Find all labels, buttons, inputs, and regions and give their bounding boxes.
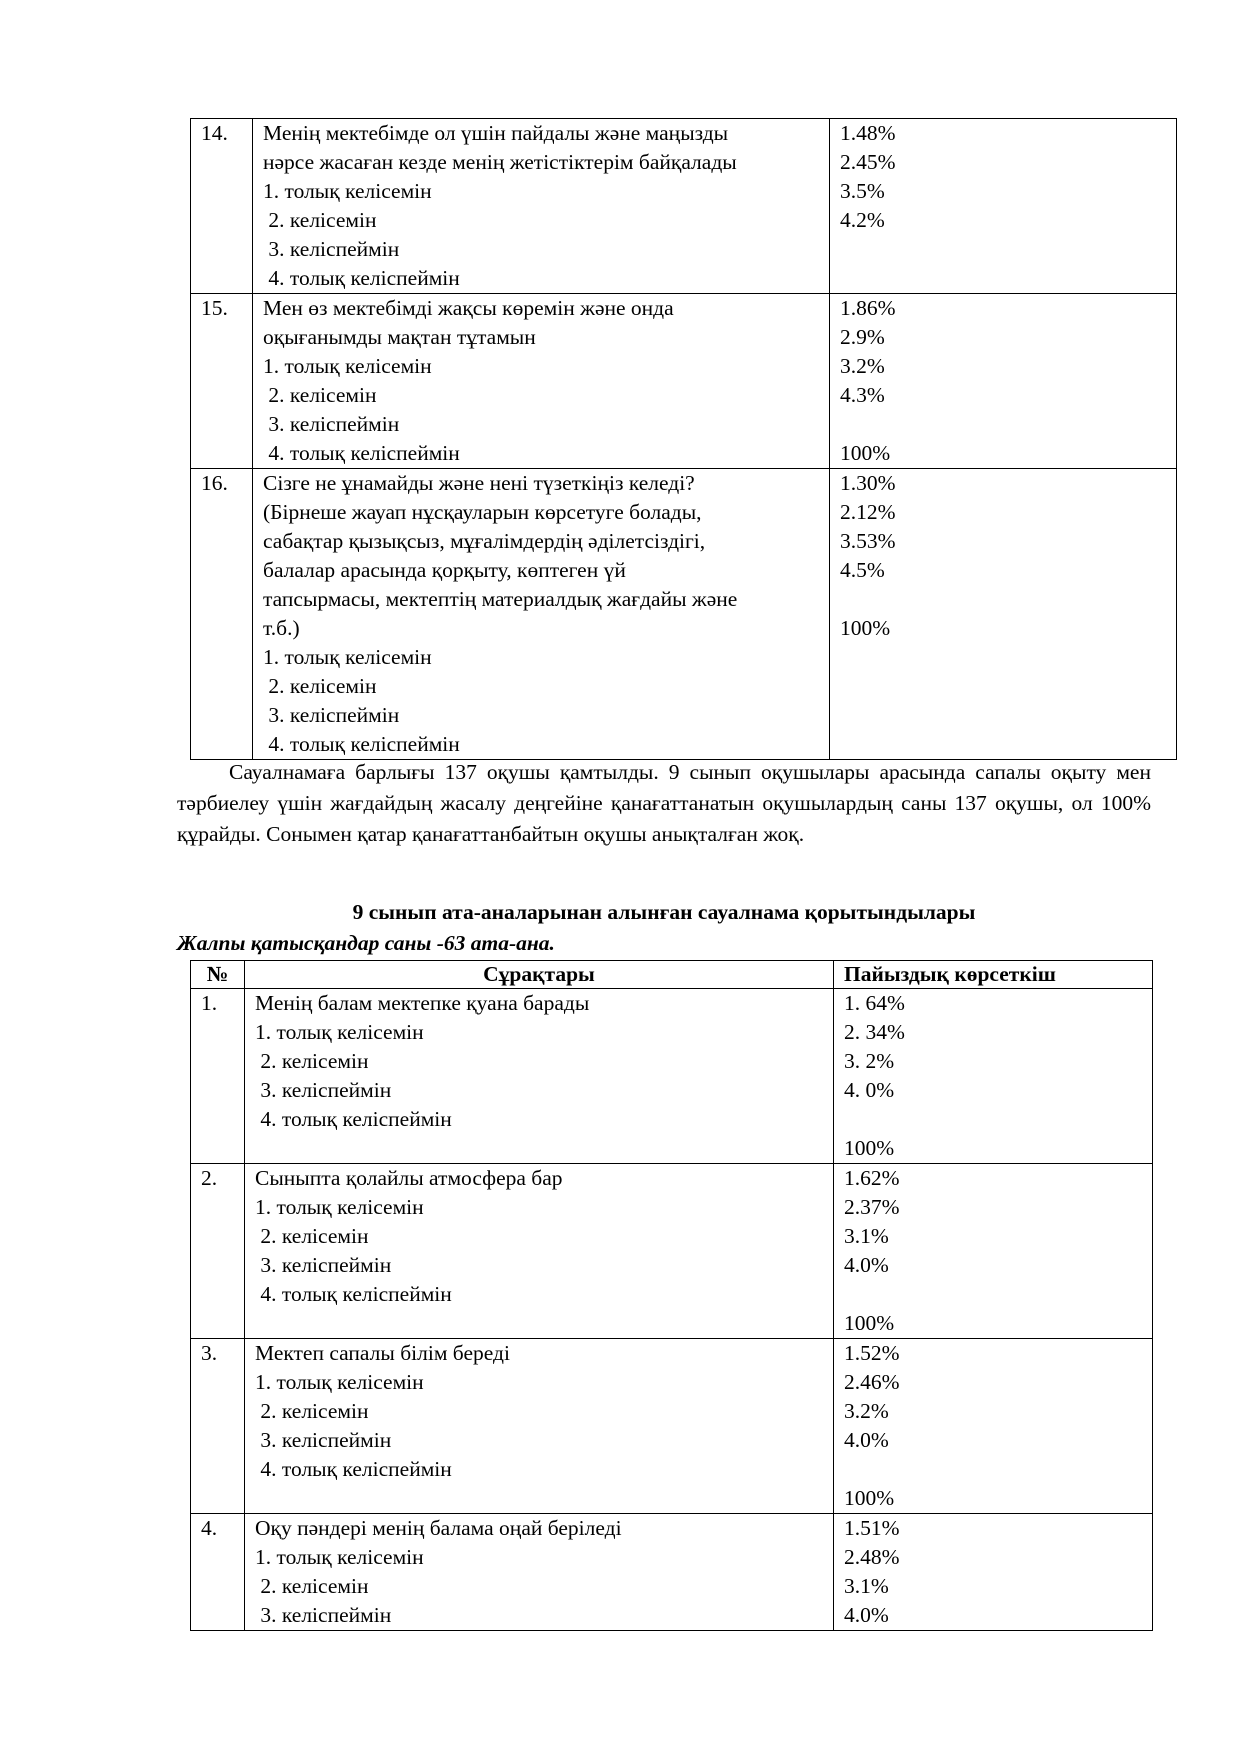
table-row xyxy=(191,989,1153,1164)
percent-value: 2.46% xyxy=(844,1370,900,1394)
percent-value: 100% xyxy=(844,1311,895,1335)
answer-option: 4. толық келіспеймін xyxy=(255,1457,452,1481)
percent-value: 100% xyxy=(844,1136,895,1160)
percent-value xyxy=(844,1280,1142,1309)
answer-option: 3. келіспеймін xyxy=(263,412,400,436)
answer-option: 2. келісемін xyxy=(263,208,377,232)
percent-value: 2. 34% xyxy=(844,1020,905,1044)
percent-value: 3.53% xyxy=(840,529,896,553)
answer-option: 2. келісемін xyxy=(255,1399,369,1423)
percent-value: 100% xyxy=(844,1486,895,1510)
answer-option: 4. толық келіспеймін xyxy=(263,266,460,290)
question-text: тапсырмасы, мектептің материалдық жағдайы және xyxy=(263,587,738,611)
question-text: Сізге не ұнамайды және нені түзеткіңіз келеді? xyxy=(263,471,695,495)
percent-value: 4. 0% xyxy=(844,1078,895,1102)
percent-value: 4.2% xyxy=(840,208,885,232)
percent-value: 4.3% xyxy=(840,383,885,407)
answer-option: 1. толық келісемін xyxy=(255,1020,424,1044)
table-row xyxy=(191,1164,1153,1339)
percent-value xyxy=(840,410,1166,439)
question-cell xyxy=(245,989,834,1164)
percent-value: 100% xyxy=(840,441,891,465)
question-text: Оқу пәндері менің балама оңай беріледі xyxy=(255,1516,622,1540)
percent-cell xyxy=(834,1339,1153,1514)
answer-option: 3. келіспеймін xyxy=(255,1603,392,1627)
percent-value xyxy=(844,1105,1142,1134)
answer-option: 3. келіспеймін xyxy=(255,1253,392,1277)
percent-value: 100% xyxy=(840,616,891,640)
percent-value: 1.48% xyxy=(840,121,896,145)
answer-option: 1. толық келісемін xyxy=(263,354,432,378)
percent-value: 2.9% xyxy=(840,325,885,349)
question-text: Менің мектебімде ол үшін пайдалы және маңызды xyxy=(263,121,729,145)
percent-value: 1.51% xyxy=(844,1516,900,1540)
question-cell xyxy=(253,119,830,294)
percent-value: 2.12% xyxy=(840,500,896,524)
percent-value xyxy=(840,235,1166,264)
percent-value: 3.1% xyxy=(844,1574,889,1598)
header-questions: Сұрақтары xyxy=(245,961,834,989)
percent-value: 3. 2% xyxy=(844,1049,895,1073)
percent-value: 4.0% xyxy=(844,1603,889,1627)
percent-value: 1.86% xyxy=(840,296,896,320)
summary-paragraph: Сауалнамаға барлығы 137 оқушы қамтылды. 9 сынып оқушылары арасында сапалы оқыту мен тәрбиелеу үшін жағдайдың жасалу деңгейіне қанағаттанатын оқушылардың саны 137 оқушы, ол 100% құрайды. Сонымен қатар қанағаттанбайтын оқушы анықталған жоқ. xyxy=(177,760,1151,846)
question-number: 14. xyxy=(191,119,253,294)
percent-value: 1.30% xyxy=(840,471,896,495)
percent-value: 4.0% xyxy=(844,1253,889,1277)
parent-survey-table xyxy=(190,960,1153,1631)
answer-option: 2. келісемін xyxy=(255,1224,369,1248)
answer-option: 4. толық келіспеймін xyxy=(263,732,460,756)
question-text: оқығанымды мақтан тұтамын xyxy=(263,325,536,349)
percent-value xyxy=(840,585,1166,614)
table-row xyxy=(191,469,1177,760)
question-text: Менің балам мектепке қуана барады xyxy=(255,991,590,1015)
table-row xyxy=(191,119,1177,294)
question-text: (Бірнеше жауап нұсқауларын көрсетуге болады, xyxy=(263,500,702,524)
percent-value: 2.45% xyxy=(840,150,896,174)
question-cell xyxy=(245,1339,834,1514)
answer-option: 4. толық келіспеймін xyxy=(255,1282,452,1306)
percent-cell xyxy=(830,294,1177,469)
answer-option: 1. толық келісемін xyxy=(263,645,432,669)
percent-value: 1. 64% xyxy=(844,991,905,1015)
answer-option: 1. толық келісемін xyxy=(263,179,432,203)
answer-option: 3. келіспеймін xyxy=(255,1428,392,1452)
question-text: нәрсе жасаған кезде менің жетістіктерім байқалады xyxy=(263,150,737,174)
student-survey-table xyxy=(190,118,1177,760)
percent-value: 1.52% xyxy=(844,1341,900,1365)
percent-value: 2.37% xyxy=(844,1195,900,1219)
question-text: сабақтар қызықсыз, мұғалімдердің әділетсіздігі, xyxy=(263,529,706,553)
question-number: 16. xyxy=(191,469,253,760)
parents-survey-heading: 9 сынып ата-аналарынан алынған сауалнама қорытындылары xyxy=(352,900,976,924)
question-cell xyxy=(253,294,830,469)
percent-value: 3.1% xyxy=(844,1224,889,1248)
question-text: Мен өз мектебімді жақсы көремін және онда xyxy=(263,296,674,320)
answer-option: 2. келісемін xyxy=(263,674,377,698)
percent-cell xyxy=(834,989,1153,1164)
answer-option: 1. толық келісемін xyxy=(255,1370,424,1394)
percent-value: 2.48% xyxy=(844,1545,900,1569)
percent-value xyxy=(844,1455,1142,1484)
question-text: балалар арасында қорқыту, көптеген үй xyxy=(263,558,626,582)
answer-option: 2. келісемін xyxy=(255,1574,369,1598)
question-number: 3. xyxy=(191,1339,245,1514)
table-row xyxy=(191,294,1177,469)
question-cell xyxy=(245,1514,834,1631)
answer-option: 1. толық келісемін xyxy=(255,1195,424,1219)
question-cell xyxy=(245,1164,834,1339)
answer-option: 3. келіспеймін xyxy=(255,1078,392,1102)
answer-option: 3. келіспеймін xyxy=(263,237,400,261)
question-number: 4. xyxy=(191,1514,245,1631)
header-percent: Пайыздық көрсеткіш xyxy=(834,961,1153,989)
answer-option: 2. келісемін xyxy=(263,383,377,407)
question-number: 15. xyxy=(191,294,253,469)
percent-cell xyxy=(834,1514,1153,1631)
percent-value: 4.5% xyxy=(840,558,885,582)
header-number: № xyxy=(191,961,245,989)
percent-value: 3.5% xyxy=(840,179,885,203)
percent-value: 4.0% xyxy=(844,1428,889,1452)
question-text: Сыныпта қолайлы атмосфера бар xyxy=(255,1166,563,1190)
percent-value: 1.62% xyxy=(844,1166,900,1190)
question-text: т.б.) xyxy=(263,616,300,640)
table-row xyxy=(191,1339,1153,1514)
participants-count: Жалпы қатысқандар саны -63 ата-ана. xyxy=(177,931,555,955)
answer-option: 2. келісемін xyxy=(255,1049,369,1073)
table-header-row xyxy=(191,961,1153,989)
percent-cell xyxy=(830,119,1177,294)
table-row xyxy=(191,1514,1153,1631)
answer-option: 1. толық келісемін xyxy=(255,1545,424,1569)
answer-option: 3. келіспеймін xyxy=(263,703,400,727)
answer-option: 4. толық келіспеймін xyxy=(255,1107,452,1131)
question-number: 1. xyxy=(191,989,245,1164)
question-text: Мектеп сапалы білім береді xyxy=(255,1341,510,1365)
question-cell xyxy=(253,469,830,760)
answer-option: 4. толық келіспеймін xyxy=(263,441,460,465)
percent-value: 3.2% xyxy=(844,1399,889,1423)
percent-value xyxy=(840,264,1166,293)
percent-cell xyxy=(834,1164,1153,1339)
percent-cell xyxy=(830,469,1177,760)
percent-value: 3.2% xyxy=(840,354,885,378)
question-number: 2. xyxy=(191,1164,245,1339)
